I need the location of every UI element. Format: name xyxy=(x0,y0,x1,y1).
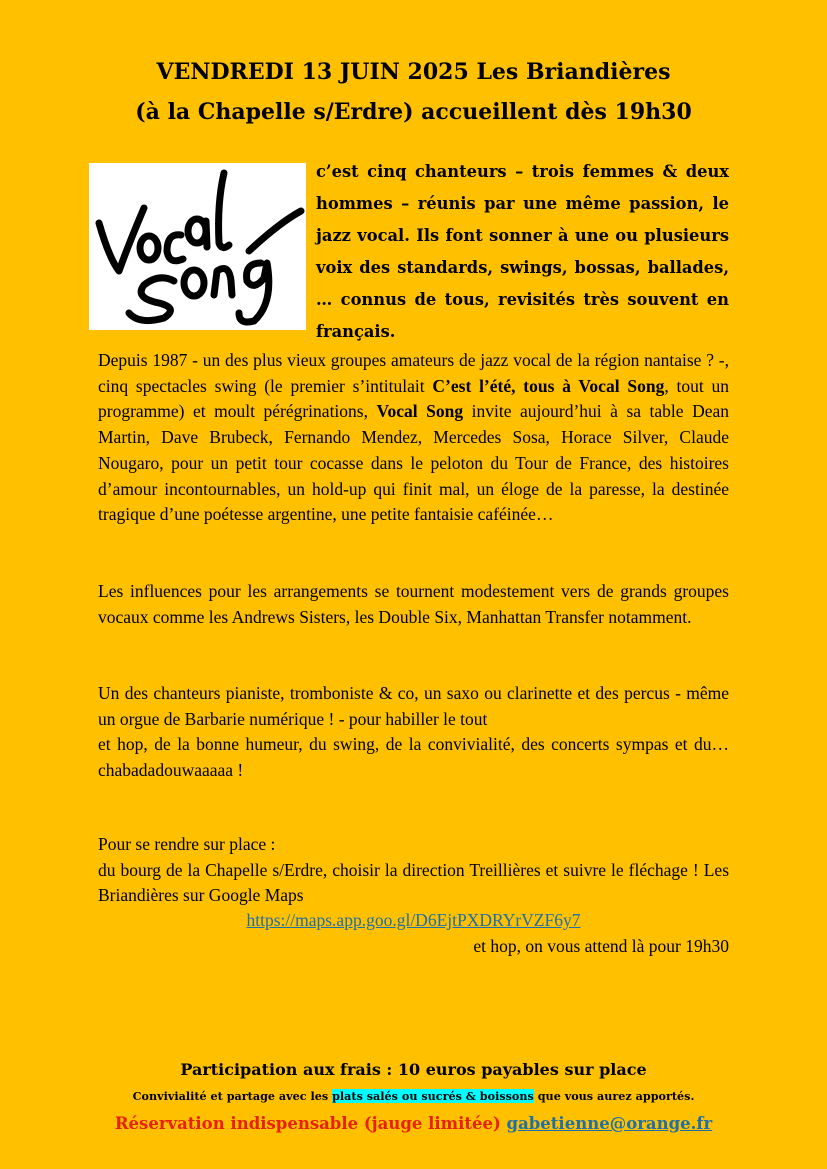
directions-paragraph xyxy=(98,832,729,909)
share-highlight: plats salés ou sucrés & boissons xyxy=(332,1089,534,1103)
intro-text: c’est cinq chanteurs – trois femmes & deux hommes – réunis par une même passion, le jazz vocal. Ils font sonner à une ou plusieurs voix des standards, swings, bossas, ballades, … connus de tous, revisités très souvent en français. xyxy=(316,162,729,341)
instruments-line2: et hop, de la bonne humeur, du swing, de la convivialité, des concerts sympas et du… chabadadouwaaaaa ! xyxy=(98,734,729,781)
history-text-1: Depuis 1987 - un des plus vieux groupes amateurs de jazz vocal de la région nantaise ? -, cinq spectacles swing (le premier s’intitulait xyxy=(98,350,729,396)
reservation-line xyxy=(90,1110,737,1138)
vocal-song-logo-graphic xyxy=(89,163,306,330)
map-link-container xyxy=(98,908,729,934)
reservation-text: Réservation indispensable (jauge limitée) xyxy=(114,1114,501,1133)
instruments-line1: Un des chanteurs pianiste, tromboniste & co, un saxo ou clarinette et des percus - même un orgue de Barbarie numérique ! - pour habiller le tout xyxy=(98,683,729,729)
influences-paragraph: Les influences pour les arrangements se tournent modestement vers de grands groupes vocaux comme les Andrews Sisters, les Double Six, Manhattan Transfer notamment. xyxy=(98,581,729,627)
share-line xyxy=(90,1086,737,1106)
instruments-paragraph xyxy=(98,681,729,784)
directions-text: du bourg de la Chapelle s/Erdre, choisir la direction Treillières et suivre le fléchage ! Les Briandières sur Google Maps xyxy=(98,859,729,906)
event-title-line1: VENDREDI 13 JUIN 2025 Les Briandières xyxy=(156,59,671,85)
history-text-3: invite aujourd’hui à sa table Dean Martin, Dave Brubeck, Fernando Mendez, Mercedes Sosa, Horace Silver, Claude Nougaro, pour un petit tour cocasse dans le peloton du Tour de France, des histoires d’amour incontournables, un hold-up qui finit mal, un éloge de la paresse, la destinée tragique d’une poétesse argentine, une petite fantaisie caféinée… xyxy=(98,401,729,525)
directions-heading: Pour se rendre sur place : xyxy=(98,834,276,854)
event-title-line2: (à la Chapelle s/Erdre) accueillent dès 19h30 xyxy=(135,99,692,125)
vocal-song-logo xyxy=(89,163,306,330)
event-title xyxy=(98,52,729,132)
closing-line: et hop, on vous attend là pour 19h30 xyxy=(473,936,729,956)
group-name: Vocal Song xyxy=(376,401,464,422)
share-text-after: que vous aurez apportés. xyxy=(533,1089,695,1103)
fee-line: Participation aux frais : 10 euros payables sur place xyxy=(180,1060,647,1079)
history-text-2: , tout un programme) et moult pérégrinations, xyxy=(98,375,729,422)
history-paragraph xyxy=(98,348,729,528)
share-text-before: Convivialité et partage avec les xyxy=(132,1089,333,1103)
show-title: C’est l’été, tous à Vocal Song xyxy=(432,375,665,396)
google-maps-link[interactable]: https://maps.app.goo.gl/D6EjtPXDRYrVZF6y7 xyxy=(246,910,581,930)
email-link[interactable]: gabetienne@orange.fr xyxy=(506,1114,713,1133)
